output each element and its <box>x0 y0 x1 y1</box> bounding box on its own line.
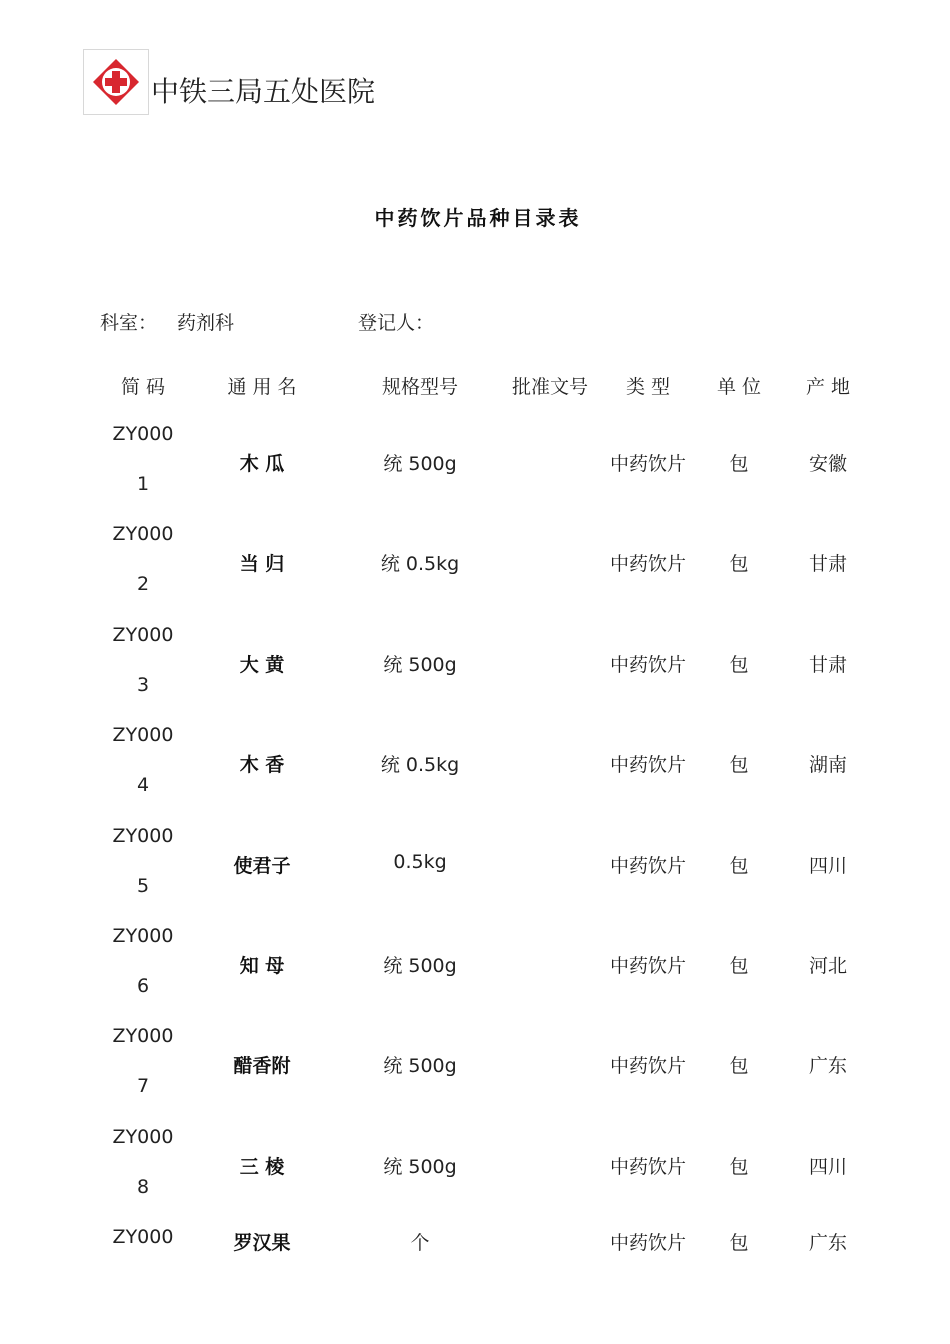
row-origin: 四川 <box>808 854 848 877</box>
row-code-line2: 6 <box>136 975 150 997</box>
row-code-line2: 7 <box>136 1075 150 1098</box>
row-name: 罗汉果 <box>233 1232 291 1255</box>
column-header-name: 通 用 名 <box>227 376 297 398</box>
row-unit: 包 <box>729 1232 749 1255</box>
department-label: 科室： <box>100 312 158 334</box>
row-code-line2: 8 <box>136 1175 150 1198</box>
column-header-type: 类 型 <box>625 376 671 398</box>
row-code-line1: ZY000 <box>112 925 174 947</box>
row-origin: 广东 <box>808 1232 848 1255</box>
row-name: 醋香附 <box>233 1055 291 1078</box>
row-unit: 包 <box>729 453 749 475</box>
column-header-unit: 单 位 <box>716 376 762 398</box>
row-code-line2: 1 <box>136 473 150 495</box>
recorder-label: 登记人： <box>358 312 435 334</box>
row-name: 木 香 <box>239 754 285 777</box>
row-code-line1: ZY000 <box>112 523 174 546</box>
row-name: 三 棱 <box>239 1155 285 1178</box>
row-origin: 安徽 <box>808 453 848 475</box>
row-code-line1: ZY000 <box>112 1025 174 1048</box>
row-unit: 包 <box>729 653 749 676</box>
department-value: 药剂科 <box>177 312 235 334</box>
column-header-code: 简 码 <box>120 376 166 398</box>
row-type: 中药饮片 <box>609 1155 687 1178</box>
row-type: 中药饮片 <box>609 553 687 576</box>
row-spec: 统 500g <box>383 1155 457 1178</box>
row-spec: 0.5kg <box>393 850 447 873</box>
row-name: 当 归 <box>239 553 285 576</box>
row-unit: 包 <box>729 754 749 777</box>
row-type: 中药饮片 <box>609 1232 687 1255</box>
row-spec: 统 500g <box>383 955 457 977</box>
row-code-line2: 2 <box>136 573 150 596</box>
row-name: 使君子 <box>233 854 291 877</box>
row-origin: 四川 <box>808 1155 848 1178</box>
red-cross-icon <box>91 57 141 107</box>
column-header-origin: 产 地 <box>805 376 851 398</box>
row-origin: 河北 <box>808 955 848 977</box>
row-type: 中药饮片 <box>609 955 687 977</box>
row-unit: 包 <box>729 1155 749 1178</box>
row-spec: 个 <box>410 1232 430 1255</box>
row-code-line2: 3 <box>136 673 150 696</box>
row-unit: 包 <box>729 1055 749 1078</box>
row-spec: 统 500g <box>383 453 457 475</box>
row-unit: 包 <box>729 955 749 977</box>
row-name: 大 黄 <box>239 653 285 676</box>
row-type: 中药饮片 <box>609 854 687 877</box>
row-code-line2: 4 <box>136 774 150 797</box>
row-type: 中药饮片 <box>609 1055 687 1078</box>
row-type: 中药饮片 <box>609 453 687 475</box>
document-title: 中药饮片品种目录表 <box>374 206 582 230</box>
column-header-approval: 批准文号 <box>511 376 589 398</box>
row-spec: 统 0.5kg <box>380 754 460 777</box>
row-code-line1: ZY000 <box>112 423 174 445</box>
hospital-name: 中铁三局五处医院 <box>151 75 376 108</box>
row-code-line2: 5 <box>136 874 150 897</box>
row-origin: 甘肃 <box>808 653 848 676</box>
row-code-line1: ZY000 <box>112 623 174 646</box>
row-origin: 湖南 <box>808 754 848 777</box>
row-name: 木 瓜 <box>239 453 285 475</box>
column-header-spec: 规格型号 <box>381 376 459 398</box>
hospital-logo <box>83 49 149 115</box>
row-type: 中药饮片 <box>609 653 687 676</box>
page-header <box>83 48 375 115</box>
row-unit: 包 <box>729 553 749 576</box>
row-code-line1: ZY000 <box>112 1125 174 1148</box>
row-unit: 包 <box>729 854 749 877</box>
row-code-line1: ZY000 <box>112 824 174 847</box>
row-code-line1: ZY000 <box>112 1226 174 1249</box>
row-spec: 统 0.5kg <box>380 553 460 576</box>
row-code-line1: ZY000 <box>112 724 174 747</box>
row-spec: 统 500g <box>383 1055 457 1078</box>
row-spec: 统 500g <box>383 653 457 676</box>
row-origin: 广东 <box>808 1055 848 1078</box>
row-name: 知 母 <box>239 955 285 977</box>
row-origin: 甘肃 <box>808 553 848 576</box>
row-type: 中药饮片 <box>609 754 687 777</box>
